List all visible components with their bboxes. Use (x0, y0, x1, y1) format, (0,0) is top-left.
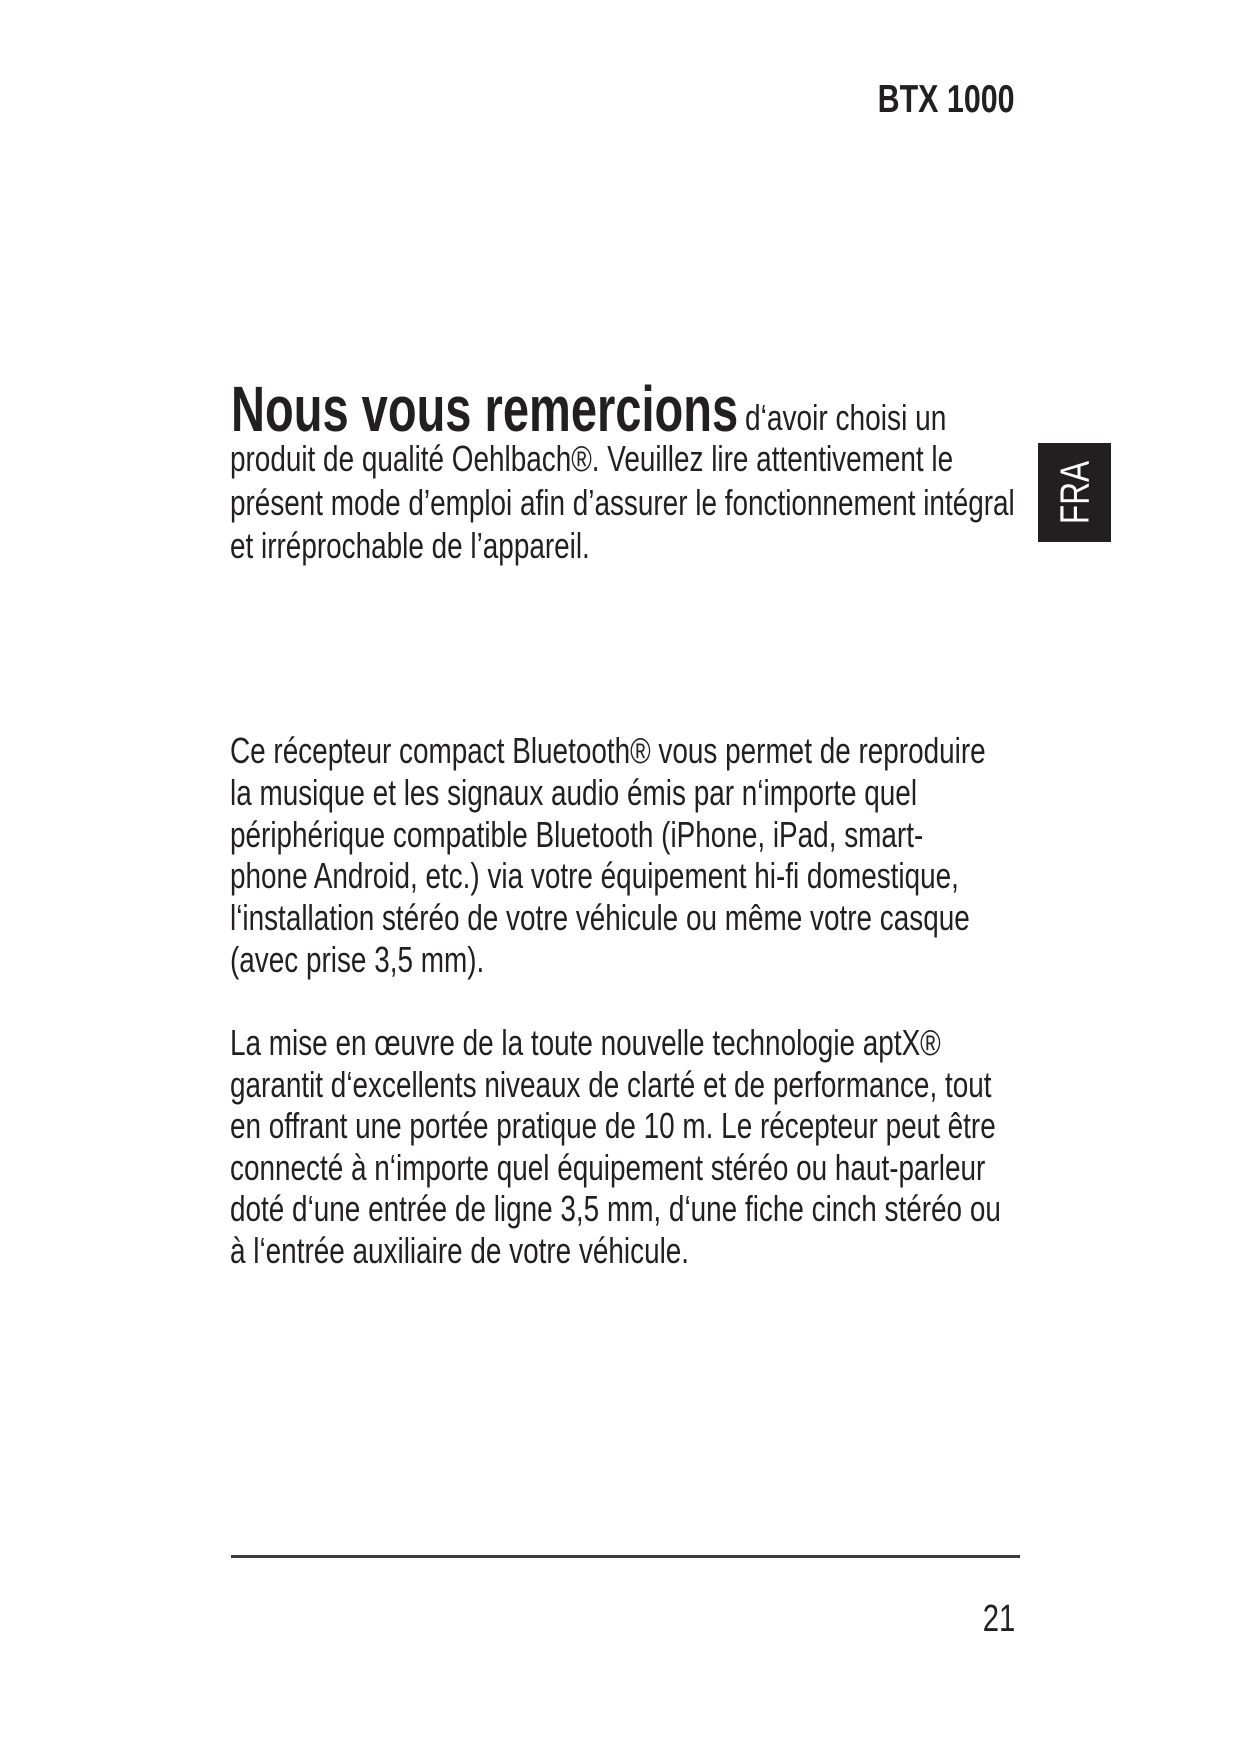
footer-divider (231, 1555, 1020, 1558)
paragraph-line: en offrant une portée pratique de 10 m. Le récepteur peut être (230, 1105, 996, 1147)
intro-line: et irréprochable de l’appareil. (230, 525, 590, 566)
paragraph-line: périphérique compatible Bluetooth (iPhone, iPad, smart- (230, 813, 924, 855)
language-tab-label: FRA (1051, 460, 1097, 525)
paragraph-line: phone Android, etc.) via votre équipement hi-fi domestique, (230, 855, 959, 897)
intro-paragraph (230, 437, 1015, 568)
body-paragraph-aptx (230, 1022, 1005, 1272)
paragraph-line: Ce récepteur compact Bluetooth® vous permet de reproduire (230, 730, 986, 771)
intro-heading: Nous vous remercions (231, 373, 739, 445)
paragraph-line: à l‘entrée auxiliaire de votre véhicule. (230, 1229, 690, 1271)
paragraph-line: (avec prise 3,5 mm). (230, 938, 485, 980)
paragraph-line: doté d‘une entrée de ligne 3,5 mm, d‘une fiche cinch stéréo ou (230, 1188, 1001, 1230)
language-tab (1038, 443, 1111, 542)
paragraph-line: garantit d‘excellents niveaux de clarté et de performance, tout (230, 1063, 992, 1105)
paragraph-line: l‘installation stéréo de votre véhicule ou même votre casque (230, 897, 970, 939)
paragraph-line: la musique et les signaux audio émis par n‘importe quel (230, 771, 918, 813)
intro-line: présent mode d’emploi afin d’assurer le fonctionnement intégral (230, 481, 1015, 523)
body-paragraph-bluetooth (230, 730, 1005, 981)
page-number: 21 (982, 1598, 1015, 1640)
model-name: BTX 1000 (878, 78, 1015, 121)
intro-heading-continuation: d‘avoir choisi un (745, 397, 947, 438)
paragraph-line: La mise en œuvre de la toute nouvelle technologie aptX® (230, 1022, 941, 1063)
paragraph-line: connecté à n‘importe quel équipement stéréo ou haut-parleur (230, 1146, 986, 1188)
intro-line: produit de qualité Oehlbach®. Veuillez lire attentivement le (230, 438, 954, 479)
